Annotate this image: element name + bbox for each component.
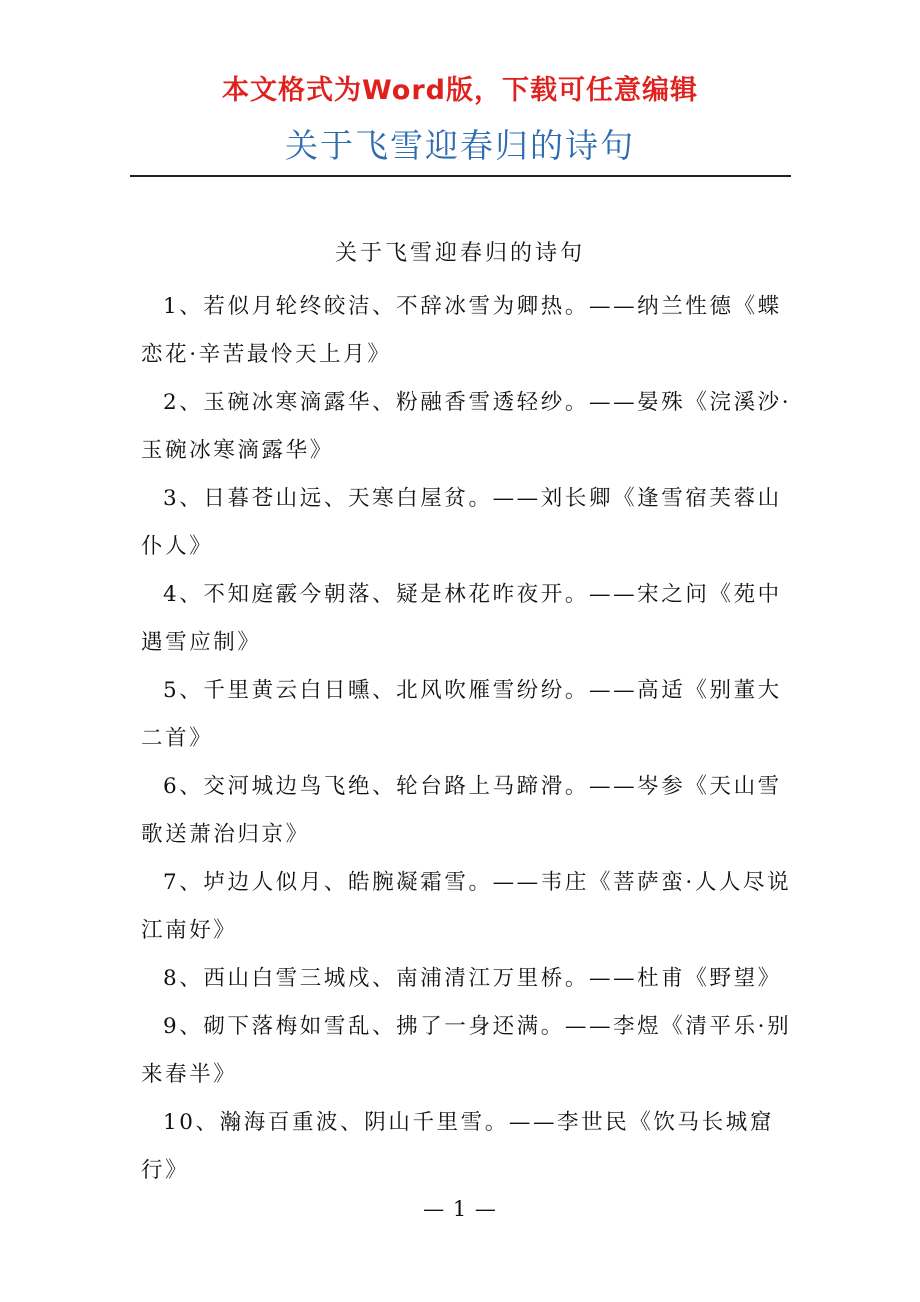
document-title: 关于飞雪迎春归的诗句 — [285, 126, 635, 165]
poem-line: 4、不知庭霰今朝落、疑是林花昨夜开。——宋之问《苑中遇雪应制》 — [141, 582, 782, 655]
poem-line: 5、千里黄云白日曛、北风吹雁雪纷纷。——高适《别董大二首》 — [141, 678, 782, 751]
format-notice-banner: 本文格式为Word版，下载可任意编辑 — [221, 75, 698, 106]
poem-line: 6、交河城边鸟飞绝、轮台路上马蹄滑。——岑参《天山雪歌送萧治归京》 — [141, 774, 782, 847]
poem-line: 9、砌下落梅如雪乱、拂了一身还满。——李煜《清平乐·别来春半》 — [141, 1014, 792, 1087]
page-number: — 1 — — [423, 1197, 497, 1221]
poem-list — [141, 283, 797, 1195]
poem-line: 3、日暮苍山远、天寒白屋贫。——刘长卿《逢雪宿芙蓉山仆人》 — [141, 486, 782, 559]
poem-line: 2、玉碗冰寒滴露华、粉融香雪透轻纱。——晏殊《浣溪沙·玉碗冰寒滴露华》 — [141, 390, 792, 463]
content-heading: 关于飞雪迎春归的诗句 — [334, 241, 585, 266]
title-divider — [130, 175, 791, 177]
poem-line: 1、若似月轮终皎洁、不辞冰雪为卿热。——纳兰性德《蝶恋花·辛苦最怜天上月》 — [141, 294, 782, 367]
poem-line: 7、垆边人似月、皓腕凝霜雪。——韦庄《菩萨蛮·人人尽说江南好》 — [141, 870, 792, 943]
poem-line: 8、西山白雪三城戍、南浦清江万里桥。——杜甫《野望》 — [163, 966, 782, 991]
poem-line: 10、瀚海百重波、阴山千里雪。——李世民《饮马长城窟行》 — [141, 1110, 774, 1183]
